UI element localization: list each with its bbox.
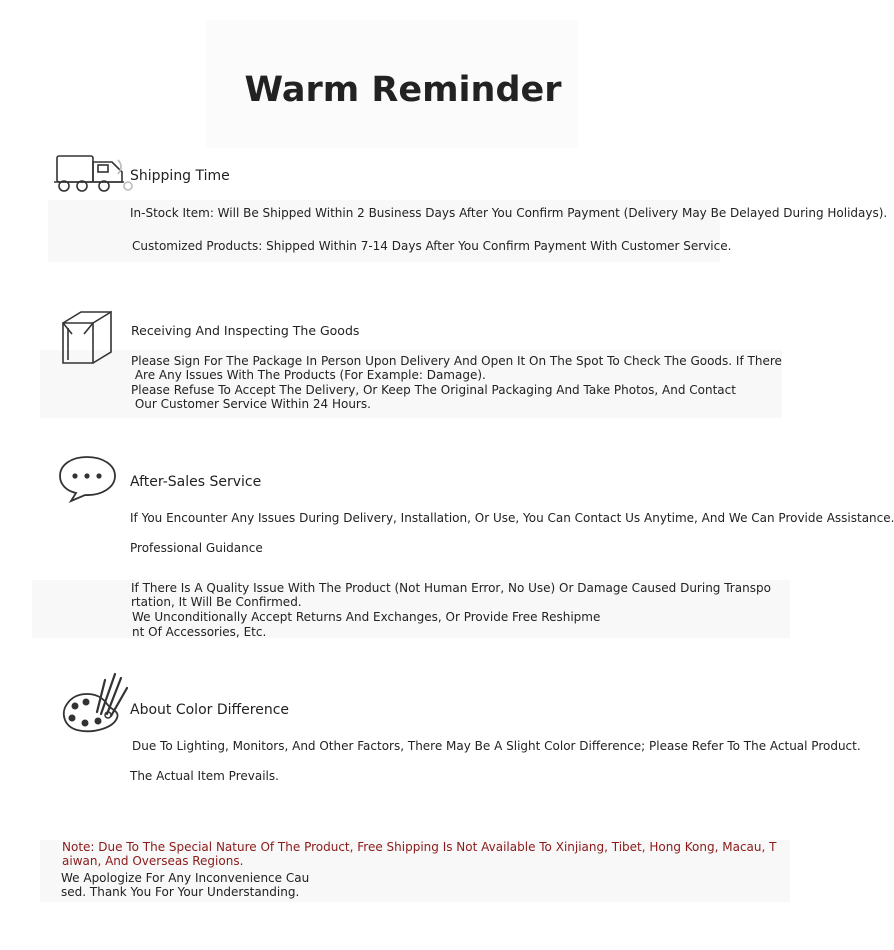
apology-line-1: We Apologize For Any Inconvenience Cau — [61, 871, 310, 885]
color-heading: About Color Difference — [130, 702, 290, 718]
shipping-heading: Shipping Time — [130, 168, 230, 184]
box-icon — [58, 308, 118, 366]
aftersales-line-5: We Unconditionally Accept Returns And Exchanges, Or Provide Free Reshipme — [132, 610, 601, 624]
color-line-2: The Actual Item Prevails. — [130, 769, 279, 783]
receiving-line-3: Please Refuse To Accept The Delivery, Or Keep The Original Packaging And Take Photos, And Contact — [131, 383, 736, 397]
apology-line-2: sed. Thank You For Your Understanding. — [61, 885, 300, 899]
aftersales-line-4: rtation, It Will Be Confirmed. — [131, 595, 302, 609]
aftersales-line-6: nt Of Accessories, Etc. — [132, 625, 267, 639]
chat-bubble-icon — [57, 454, 119, 504]
receiving-line-4: Our Customer Service Within 24 Hours. — [131, 397, 371, 411]
aftersales-line-1: If You Encounter Any Issues During Delivery, Installation, Or Use, You Can Contact Us Anytime, And We Can Provide Assistance. — [130, 511, 894, 525]
truck-icon — [52, 150, 136, 198]
shipping-line-1: In-Stock Item: Will Be Shipped Within 2 Business Days After You Confirm Payment (Delivery May Be Delayed During Holidays). — [130, 206, 888, 220]
page-title: Warm Reminder — [244, 70, 562, 110]
palette-icon — [57, 668, 131, 736]
shipping-line-2: Customized Products: Shipped Within 7-14 Days After You Confirm Payment With Customer Service. — [132, 239, 732, 253]
receiving-heading: Receiving And Inspecting The Goods — [131, 323, 360, 338]
aftersales-line-2: Professional Guidance — [130, 541, 263, 555]
note-line-1: Note: Due To The Special Nature Of The Product, Free Shipping Is Not Available To Xinjiang, Tibet, Hong Kong, Macau, T — [62, 840, 777, 854]
aftersales-heading: After-Sales Service — [130, 474, 262, 490]
receiving-line-2: Are Any Issues With The Products (For Example: Damage). — [131, 368, 486, 382]
color-line-1: Due To Lighting, Monitors, And Other Factors, There May Be A Slight Color Difference; Please Refer To The Actual Product. — [132, 739, 861, 753]
receiving-line-1: Please Sign For The Package In Person Upon Delivery And Open It On The Spot To Check The Goods. If There — [131, 354, 782, 368]
aftersales-line-3: If There Is A Quality Issue With The Product (Not Human Error, No Use) Or Damage Caused During Transpo — [131, 581, 771, 595]
note-line-2: aiwan, And Overseas Regions. — [62, 854, 244, 868]
